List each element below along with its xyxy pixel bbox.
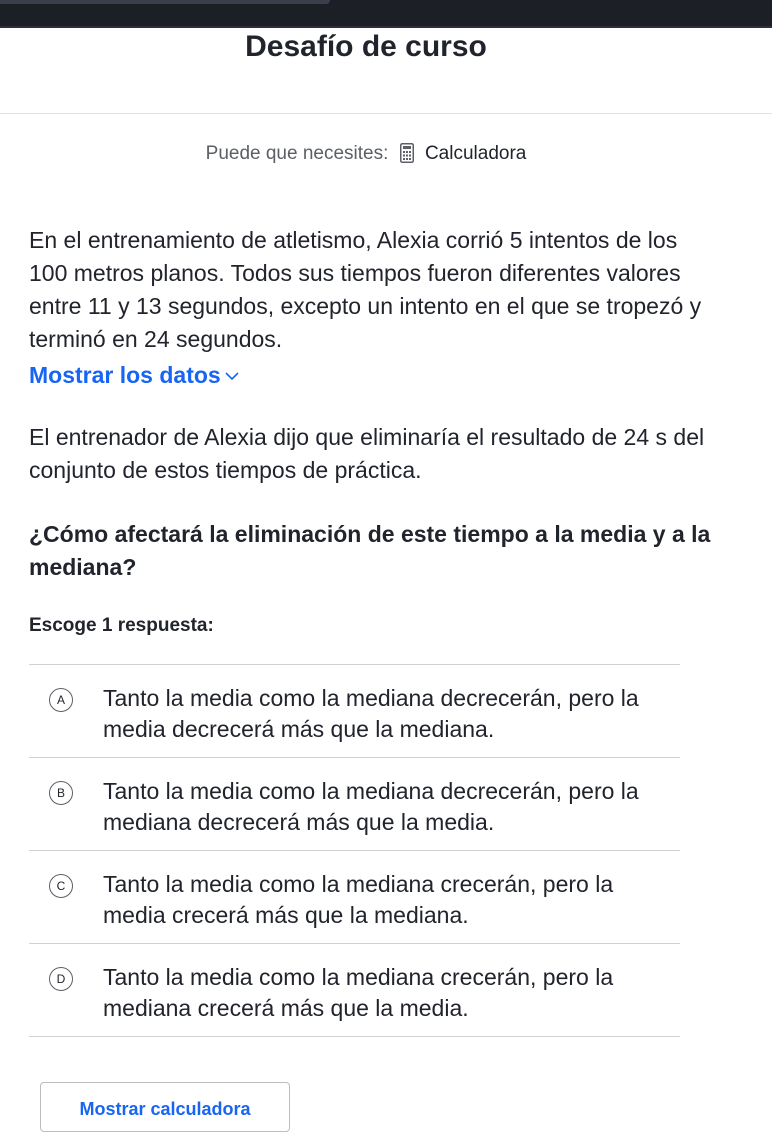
tools-prefix: Puede que necesites: (205, 143, 389, 164)
problem-paragraph-2: El entrenador de Alexia dijo que eliminaría el resultado de 24 s del conjunto de estos tiempos de práctica. (29, 424, 705, 483)
choice-text: Tanto la media como la mediana decrecerán, pero la media decrecerá más que la mediana. (103, 685, 639, 742)
progress-bar (0, 0, 330, 4)
answer-choices (29, 664, 680, 1037)
choice-radio[interactable]: D (49, 967, 73, 991)
calculator-link[interactable]: Calculadora (424, 143, 527, 164)
choice-b[interactable] (29, 758, 680, 851)
question-text: ¿Cómo afectará la eliminación de este tiempo a la media y a la mediana? (29, 521, 711, 580)
choice-a[interactable] (29, 665, 680, 758)
header-divider (0, 113, 772, 114)
choice-text: Tanto la media como la mediana decrecerán, pero la mediana decrecerá más que la media. (103, 778, 639, 835)
top-bar-border (0, 26, 772, 28)
top-bar (0, 0, 772, 28)
chevron-down-icon (225, 357, 239, 367)
tools-hint (0, 143, 732, 165)
page-title: Desafío de curso (245, 30, 487, 63)
calculator-icon (400, 143, 414, 163)
show-data-toggle[interactable] (29, 357, 239, 392)
choice-text: Tanto la media como la mediana crecerán, pero la media crecerá más que la mediana. (103, 871, 614, 928)
problem-paragraph-1: En el entrenamiento de atletismo, Alexia corrió 5 intentos de los 100 metros planos. Todos sus tiempos fueron diferentes valores entre 11 y 13 segundos, excepto un intento en el que se tropezó y terminó en 24 segundos. (29, 227, 702, 352)
choice-radio[interactable]: B (49, 781, 73, 805)
show-data-label: Mostrar los datos (29, 362, 221, 388)
choice-d[interactable] (29, 944, 680, 1037)
answer-instruction: Escoge 1 respuesta: (29, 615, 214, 636)
choice-radio[interactable]: C (49, 874, 73, 898)
choice-text: Tanto la media como la mediana crecerán, pero la mediana crecerá más que la media. (103, 964, 614, 1021)
choice-radio[interactable]: A (49, 688, 73, 712)
choice-c[interactable] (29, 851, 680, 944)
show-calculator-button[interactable]: Mostrar calculadora (40, 1082, 290, 1132)
